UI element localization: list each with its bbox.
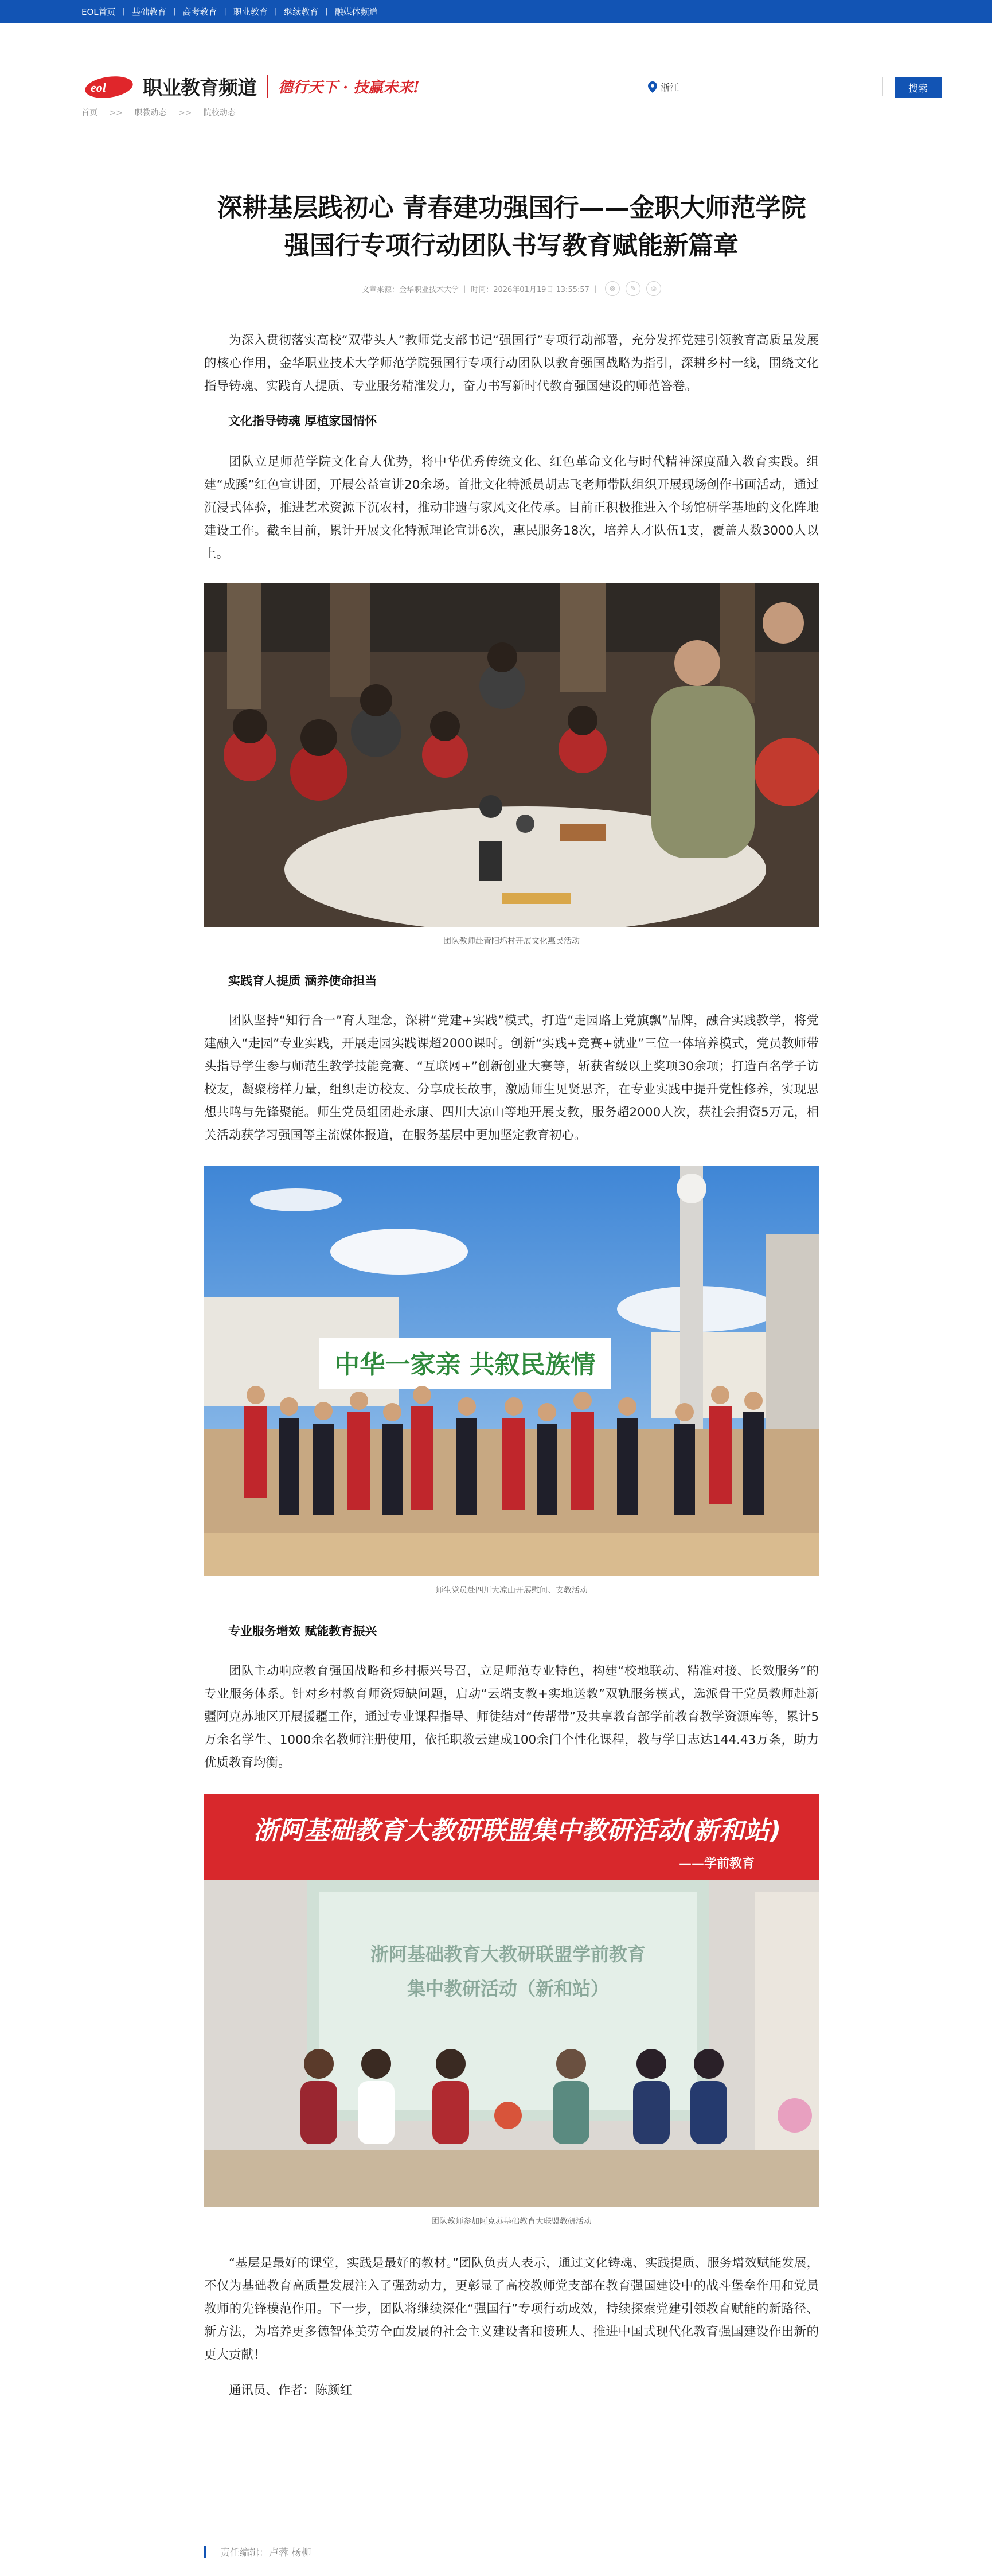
breadcrumb-news[interactable]: 职教动态: [134, 108, 167, 118]
top-nav-bar: [0, 0, 992, 23]
location-selector[interactable]: [648, 80, 679, 93]
article-paragraph: 为深入贯彻落实高校“双带头人”教师党支部书记“强国行”专项行动部署，充分发挥党建引领教育高质量发展的核心作用，金华职业技术大学师范学院强国行专项行动团队以教育强国战略为指引，深耕乡村一线，围绕文化指导铸魂、实践育人提质、专业服务精准发力，奋力书写新时代教育强国建设的师范答卷。: [204, 333, 819, 393]
article-paragraph: 团队主动响应教育强国战略和乡村振兴号召，立足师范专业特色，构建“校地联动、精准对接、长效服务”的专业服务体系。针对乡村教育师资短缺问题，启动“云端支教+实地送教”双轨服务模式，选派骨干党员教师赴新疆阿克苏地区开展援疆工作，通过专业课程指导、师徒结对“传帮带”及共享教育部学前教育教学资源库等，累计5万余名学生、1000余名教师注册使用，依托职教云建成100余门个性化课程，教与学日志达144.43万条，助力优质教育均衡。: [204, 1664, 819, 1770]
photo-caption: 师生党员赴四川大凉山开展慰问、支教活动: [435, 1586, 588, 1595]
search-input[interactable]: [694, 77, 883, 96]
screen-text-line1: 浙阿基础教育大教研联盟学前教育: [370, 1943, 646, 1965]
location-pin-icon: [648, 81, 657, 93]
top-nav-basic-education[interactable]: 基础教育: [132, 6, 167, 17]
photo-caption: 团队教师参加阿克苏基础教育大联盟教研活动: [431, 2217, 592, 2226]
breadcrumb-row: [81, 107, 236, 118]
editor-accent-bar: [204, 2546, 206, 2558]
top-nav-continuing[interactable]: 继续教育: [284, 6, 319, 17]
section-heading: 文化指导铸魂 厚植家国情怀: [228, 414, 377, 428]
article-paragraph: 团队立足师范学院文化育人优势，将中华优秀传统文化、红色革命文化与时代精神深度融入教育实践。组建“成蹊”红色宣讲团，开展公益宣讲20余场。首批文化特派员胡志飞老师带队组织开展现场创作书画活动，通过沉浸式体验，推进艺术资源下沉农村，推动非遗与家风文化传承。目前正积极推进入个场馆研学基地的文化阵地建设工作。截至目前，累计开展文化特派理论宣讲6次，惠民服务18次，培养人才队伍1支，覆盖人数3000人以上。: [204, 455, 819, 561]
site-logo[interactable]: [85, 72, 420, 100]
article-source-time: 文章来源：金华职业技术大学 ｜ 时间：2026年01月19日 13:55:57 ｜: [361, 285, 600, 294]
top-nav-vocational[interactable]: 职业教育: [233, 6, 268, 17]
event-banner-title: 浙阿基础教育大教研联盟集中教研活动(新和站): [253, 1816, 782, 1845]
channel-name: 职业教育频道: [143, 77, 256, 100]
article-editor: [204, 2544, 311, 2559]
eol-logo-mark: eol: [85, 73, 139, 100]
article: [204, 189, 819, 2402]
search-button[interactable]: 搜索: [895, 77, 942, 98]
breadcrumb-college-news[interactable]: 院校动态: [203, 108, 236, 118]
photo-education-seminar: [204, 1794, 819, 2207]
event-banner-subtitle: ——学前教育: [678, 1857, 755, 1871]
photo-calligraphy-activity: [204, 583, 819, 927]
logo-divider: [267, 75, 268, 98]
section-heading: 实践育人提质 涵养使命担当: [228, 974, 377, 988]
photo-daliangshan-visit: [204, 1166, 819, 1576]
photo-caption: 团队教师赴青阳坞村开展文化惠民活动: [443, 937, 580, 946]
location-label: 浙江: [661, 82, 679, 93]
weibo-share-icon[interactable]: ✎: [626, 281, 640, 296]
wechat-share-icon[interactable]: ◎: [605, 281, 620, 296]
channel-slogan: 德行天下 · 技赢未来!: [278, 79, 420, 96]
top-nav-media[interactable]: 融媒体频道: [334, 6, 378, 17]
breadcrumb-separator: >>: [178, 108, 192, 118]
article-title: 深耕基层践初心 青春建功强国行——金职大师范学院 强国行专项行动团队书写教育赋能新篇章: [217, 193, 806, 260]
top-nav-eol-home[interactable]: EOL首页: [81, 6, 116, 17]
section-heading: 专业服务增效 赋能教育振兴: [228, 1624, 377, 1638]
screen-text-line2: 集中教研活动（新和站）: [407, 1978, 610, 2000]
breadcrumb-separator: >>: [109, 108, 123, 118]
article-meta: [204, 281, 819, 296]
article-paragraph: “基层是最好的课堂，实践是最好的教材。”团队负责人表示，通过文化铸魂、实践提质、服务增效赋能发展，不仅为基础教育高质量发展注入了强劲动力，更彰显了高校教师党支部在教育强国建设中的战斗堡垒作用和党员教师的先锋模范作用。下一步，团队将继续深化“强国行”专项行动成效，持续探索党建引领教育赋能的新路径、新方法，为培养更多德智体美劳全面发展的社会主义建设者和接班人、推进中国式现代化教育强国建设作出新的更大贡献！: [204, 2256, 819, 2362]
breadcrumb-home[interactable]: 首页: [81, 108, 97, 118]
banner-slogan: 中华一家亲 共叙民族情: [334, 1350, 596, 1379]
article-author: 通讯员、作者：陈颜红: [229, 2383, 353, 2398]
editor-label: 责任编辑：卢蓉 杨柳: [220, 2547, 311, 2559]
print-icon[interactable]: ⎙: [646, 281, 661, 296]
article-paragraph: 团队坚持“知行合一”育人理念，深耕“党建+实践”模式，打造“走园路上党旗飘”品牌，融合实践教学，将党建融入“走园”专业实践，开展走园实践课超2000课时。创新“实践+竞赛+就业”三位一体培养模式，党员教师带头指导学生参与师范生教学技能竞赛、“互联网+”创新创业大赛等，斩获省级以上奖项30余项；打造百名学子访校友，凝聚榜样力量，组织走访校友、分享成长故事，激励师生见贤思齐，在专业实践中提升党性修养，实现思想共鸣与先锋聚能。师生党员组团赴永康、四川大凉山等地开展支教，服务超2000人次，获社会捐资5万元，相关活动获学习强国等主流媒体报道，在服务基层中更加坚定教育初心。: [204, 1014, 819, 1143]
top-nav-links: EOL首页 | 基础教育 | 高考教育 | 职业教育 | 继续教育 | 融媒体频道: [81, 6, 378, 17]
top-nav-gaokao[interactable]: 高考教育: [182, 6, 217, 17]
